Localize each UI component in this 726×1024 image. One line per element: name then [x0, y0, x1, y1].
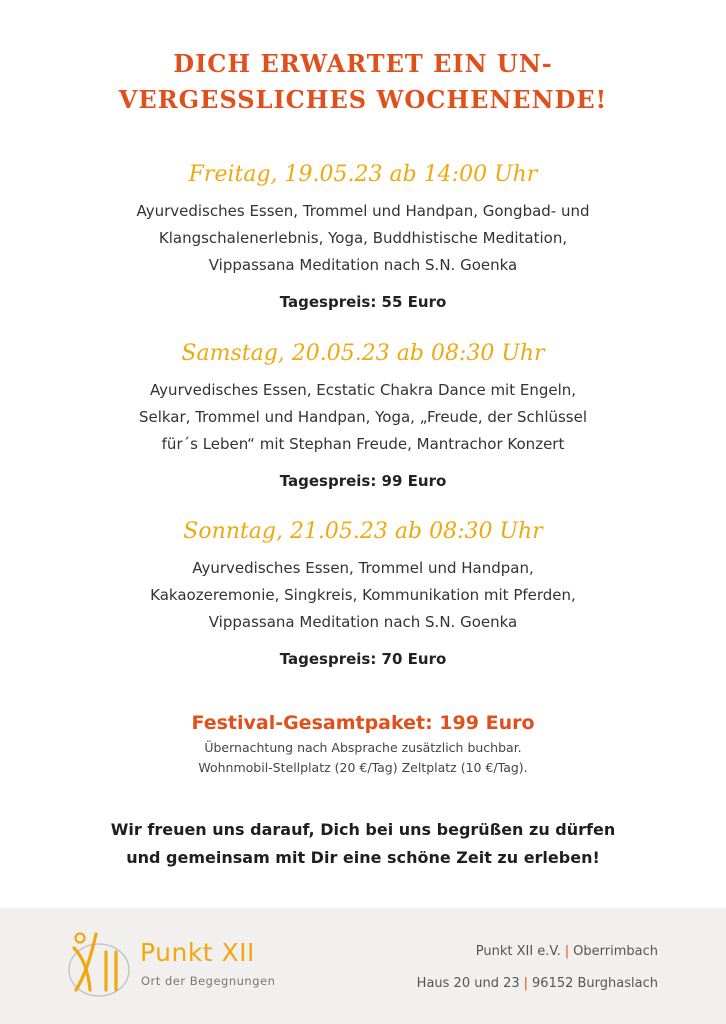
day-title: Sonntag, 21.05.23 ab 08:30 Uhr [183, 519, 543, 544]
day-title: Freitag, 19.05.23 ab 14:00 Uhr [188, 162, 538, 187]
headline [0, 46, 726, 118]
address-line-2 [417, 968, 658, 1000]
day-friday [0, 160, 726, 311]
separator: | [523, 976, 529, 991]
address [417, 936, 658, 1000]
day-description-line: Ayurvedisches Essen, Trommel und Handpan, Gongbad- und [136, 202, 590, 220]
day-description-line: Ayurvedisches Essen, Trommel und Handpan, [192, 559, 534, 577]
day-price: Tagespreis: 70 Euro [279, 650, 447, 668]
package-note [0, 738, 726, 778]
day-description [0, 198, 726, 279]
package-note-line: Wohnmobil-Stellplatz (20 €/Tag) Zeltplatz (10 €/Tag). [198, 760, 528, 775]
day-description-line: Selkar, Trommel und Handpan, Yoga, „Freude, der Schlüssel [138, 408, 588, 426]
day-price: Tagespreis: 55 Euro [279, 293, 447, 311]
day-description-line: Ayurvedisches Essen, Ecstatic Chakra Dance mit Engeln, [149, 381, 577, 399]
day-description-line: Klangschalenerlebnis, Yoga, Buddhistische Meditation, [158, 229, 568, 247]
brand-tagline: Ort der Begegnungen [141, 974, 276, 988]
package-title: Festival-Gesamtpaket: 199 Euro [191, 712, 535, 734]
footer [0, 908, 726, 1024]
day-sunday [0, 517, 726, 668]
locality: Oberrimbach [573, 944, 658, 959]
separator: | [564, 944, 570, 959]
association-name: Punkt XII e.V. [475, 944, 561, 959]
closing-message [0, 816, 726, 872]
day-description-line: Kakaozeremonie, Singkreis, Kommunikation mit Pferden, [150, 586, 576, 604]
street-address: Haus 20 und 23 [416, 976, 520, 991]
postal-city: 96152 Burghaslach [532, 976, 658, 991]
festival-package [0, 708, 726, 778]
day-saturday [0, 339, 726, 490]
day-description [0, 555, 726, 636]
headline-line-1: DICH ERWARTET EIN UN- [173, 49, 553, 78]
brand-name: Punkt XII [140, 938, 255, 967]
day-title: Samstag, 20.05.23 ab 08:30 Uhr [181, 341, 545, 366]
headline-line-2: VERGESSLICHES WOCHENENDE! [118, 85, 608, 114]
day-description [0, 377, 726, 458]
day-description-line: Vippassana Meditation nach S.N. Goenka [208, 256, 518, 274]
day-description-line: für´s Leben“ mit Stephan Freude, Mantrachor Konzert [161, 435, 565, 453]
day-price: Tagespreis: 99 Euro [279, 472, 447, 490]
package-note-line: Übernachtung nach Absprache zusätzlich buchbar. [204, 740, 522, 755]
punkt-xii-logo-icon [66, 926, 136, 1002]
closing-line: und gemeinsam mit Dir eine schöne Zeit zu erleben! [126, 848, 600, 867]
day-description-line: Vippassana Meditation nach S.N. Goenka [208, 613, 518, 631]
address-line-1 [417, 936, 658, 968]
closing-line: Wir freuen uns darauf, Dich bei uns begrüßen zu dürfen [110, 820, 616, 839]
